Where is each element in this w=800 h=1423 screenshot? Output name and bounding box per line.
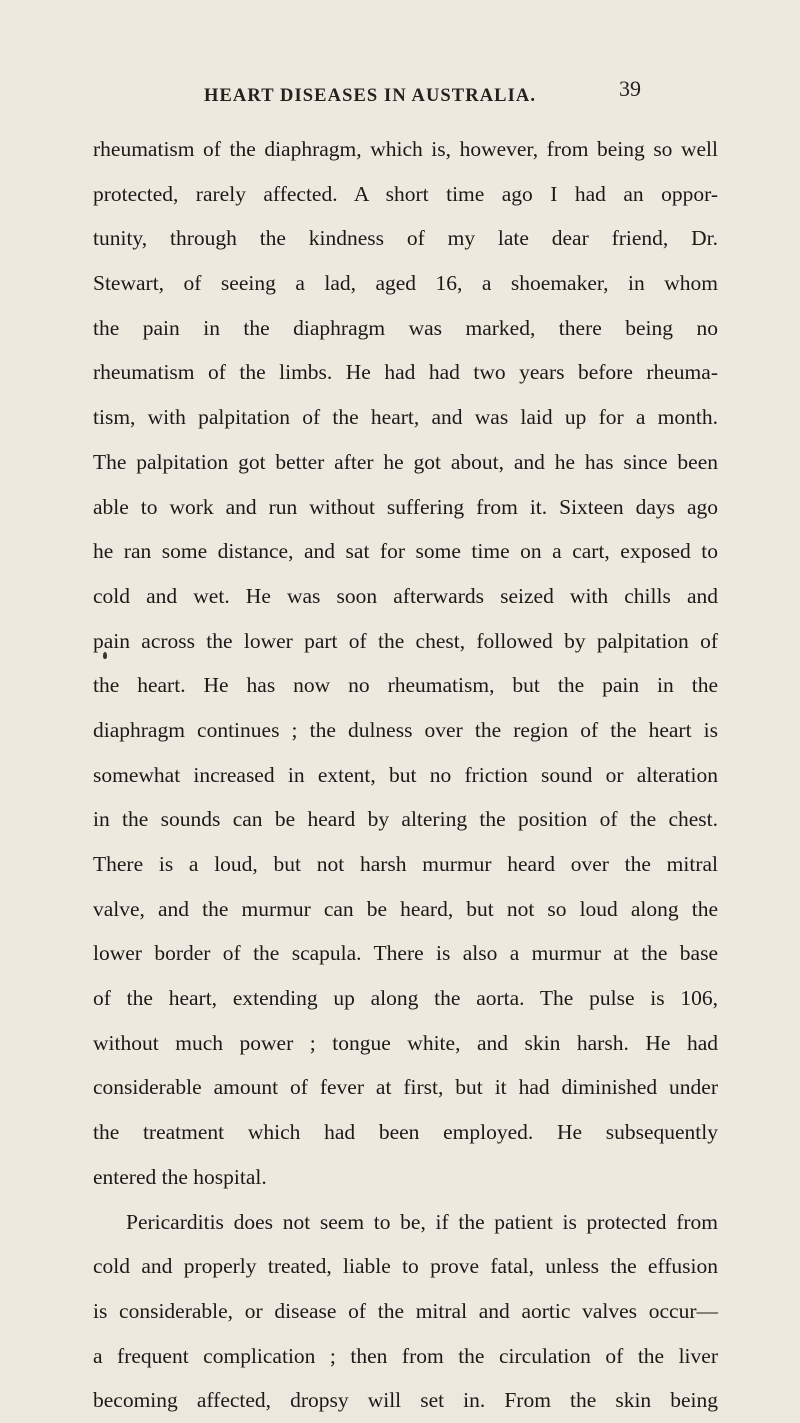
text-line: able to work and run without suffering from it. Sixteen days ago — [93, 494, 718, 519]
text-line: Stewart, of seeing a lad, aged 16, a shoemaker, in whom — [93, 271, 718, 296]
text-line: rheumatism of the limbs. He had had two years before rheuma- — [93, 360, 718, 385]
text-line: valve, and the murmur can be heard, but not so loud along the — [93, 896, 718, 921]
text-line: of the heart, extending up along the aorta. The pulse is 106, — [93, 986, 718, 1011]
text-line: entered the hospital. — [93, 1164, 267, 1189]
text-line: cold and wet. He was soon afterwards seized with chills and — [93, 583, 718, 608]
text-line: tunity, through the kindness of my late dear friend, Dr. — [93, 226, 718, 251]
text-line: he ran some distance, and sat for some time on a cart, exposed to — [93, 539, 718, 564]
text-line: The palpitation got better after he got about, and he has since been — [93, 449, 718, 474]
page-number: 39 — [619, 76, 641, 101]
text-line: Pericarditis does not seem to be, if the patient is protected from — [126, 1209, 718, 1234]
text-line: in the sounds can be heard by altering the position of the chest. — [93, 807, 718, 832]
text-line: somewhat increased in extent, but no friction sound or alteration — [93, 762, 718, 787]
text-line: cold and properly treated, liable to prove fatal, unless the effusion — [93, 1254, 718, 1279]
text-line: tism, with palpitation of the heart, and was laid up for a month. — [93, 405, 718, 430]
text-line: is considerable, or disease of the mitral and aortic valves occur— — [93, 1298, 718, 1323]
running-head: HEART DISEASES IN AUSTRALIA. — [204, 86, 537, 106]
text-line: considerable amount of fever at first, but it had diminished under — [93, 1075, 718, 1100]
text-line: a frequent complication ; then from the circulation of the liver — [93, 1343, 718, 1368]
text-line: the heart. He has now no rheumatism, but the pain in the — [93, 673, 718, 698]
body-text — [93, 127, 718, 1423]
text-line: rheumatism of the diaphragm, which is, however, from being so well — [93, 137, 718, 161]
text-line: protected, rarely affected. A short time ago I had an oppor- — [93, 181, 718, 206]
text-line: pain across the lower part of the chest, followed by palpitation of — [93, 628, 718, 653]
text-line: the pain in the diaphragm was marked, there being no — [93, 315, 718, 340]
text-line: There is a loud, but not harsh murmur heard over the mitral — [93, 852, 718, 876]
text-line: the treatment which had been employed. He subsequently — [93, 1120, 718, 1145]
text-line: becoming affected, dropsy will set in. From the skin being — [93, 1388, 718, 1413]
text-line: without much power ; tongue white, and skin harsh. He had — [93, 1030, 718, 1055]
text-line: lower border of the scapula. There is also a murmur at the base — [93, 941, 718, 966]
text-line: diaphragm continues ; the dulness over the region of the heart is — [93, 717, 718, 742]
